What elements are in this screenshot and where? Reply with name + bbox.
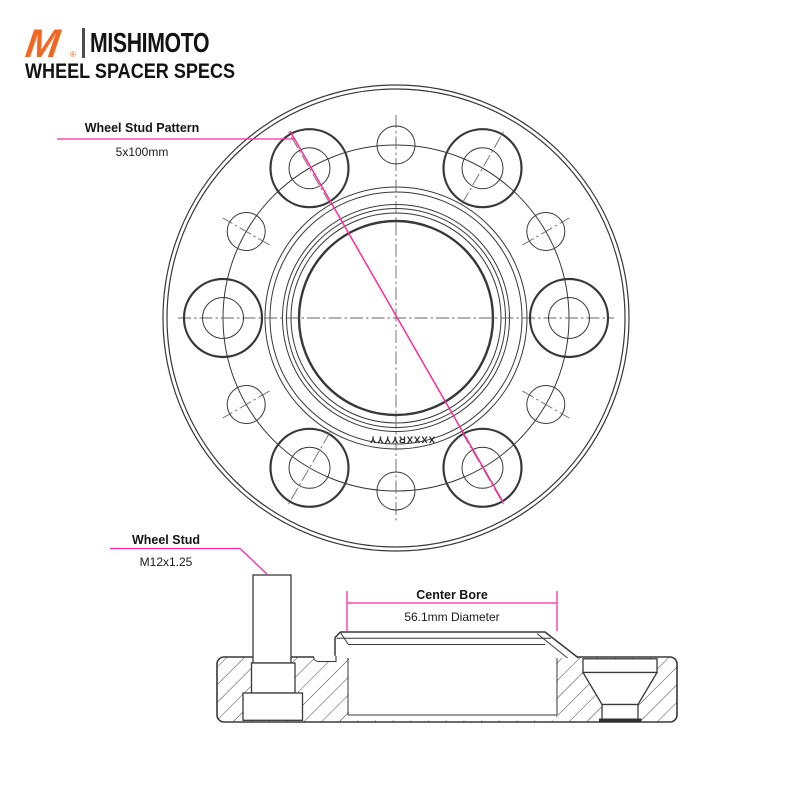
wheel-stud-head <box>243 693 303 720</box>
registered-trademark-symbol: ® <box>70 50 76 59</box>
radial-centerline-240 <box>288 432 331 506</box>
stud-pattern-value: 5x100mm <box>115 145 169 159</box>
center-bore-label: Center Bore <box>416 588 488 602</box>
radial-centerline-120 <box>288 130 331 204</box>
mishimoto-logo-icon: M <box>22 22 63 66</box>
stud-pattern-label: Wheel Stud Pattern <box>84 121 200 135</box>
radial-centerline-60 <box>462 130 505 204</box>
wheel-stud-value: M12x1.25 <box>139 555 193 569</box>
countersink-spotface <box>583 659 657 673</box>
part-number-engraving: XXXXRYYYY <box>368 433 436 445</box>
wheel-stud-shoulder <box>252 663 296 693</box>
top-view <box>163 85 629 551</box>
groove-erase <box>314 656 336 661</box>
countersink-through-hole <box>602 705 638 721</box>
countersink-bottom-band <box>599 719 642 723</box>
page-title: WHEEL SPACER SPECS <box>25 60 236 83</box>
center-bore-value: 56.1mm Diameter <box>404 610 500 624</box>
wheel-stud-shank <box>253 575 291 663</box>
wheel-stud-label: Wheel Stud <box>131 533 201 547</box>
brand-name: MISHIMOTO <box>90 27 210 58</box>
